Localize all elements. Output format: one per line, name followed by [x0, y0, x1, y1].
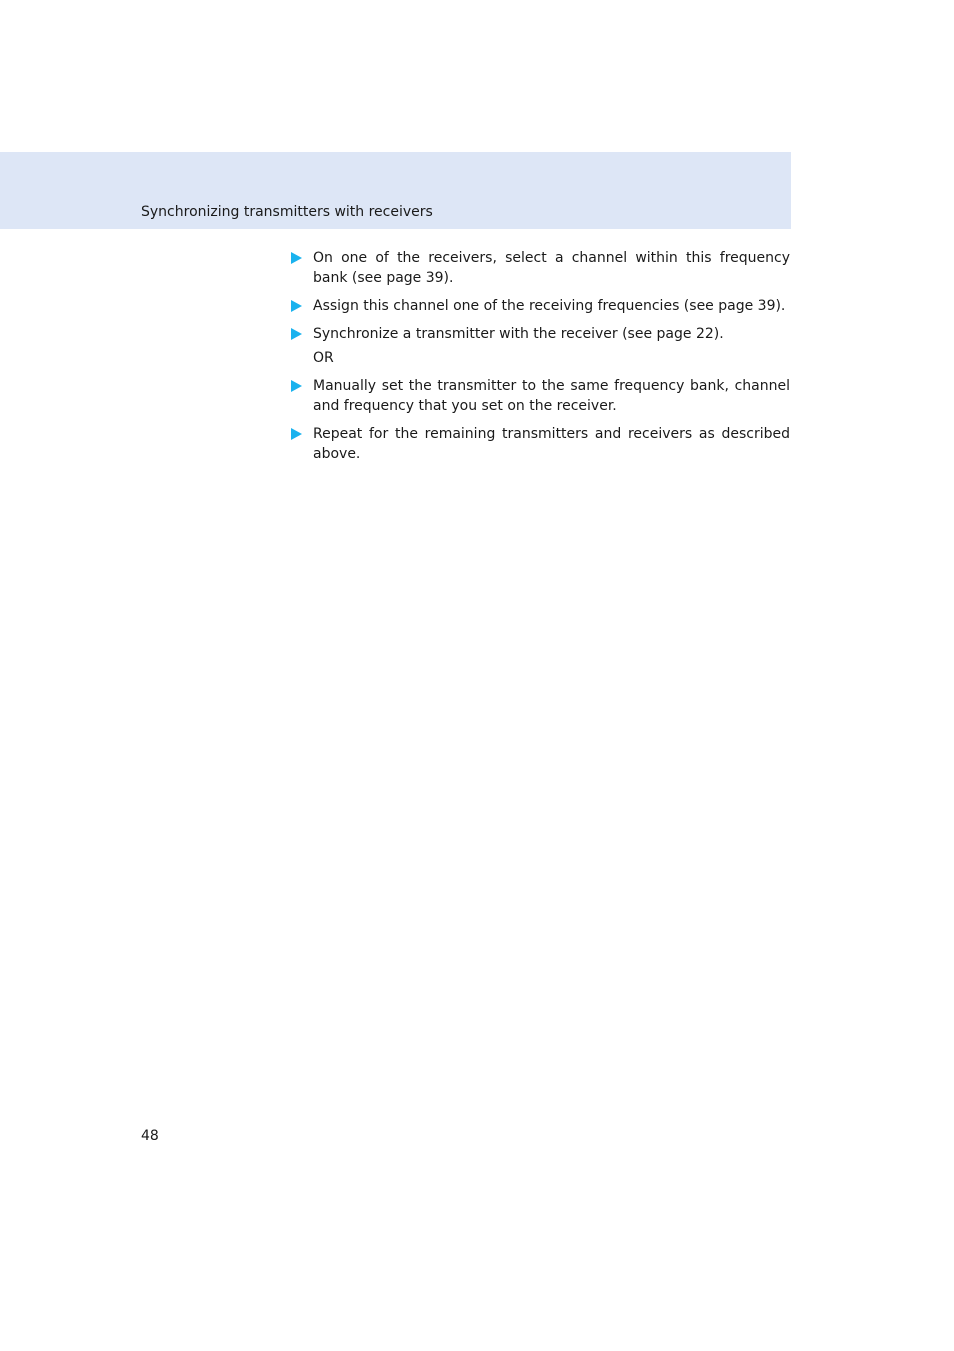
- instruction-step: [291, 324, 790, 344]
- triangle-right-icon: [291, 252, 302, 264]
- instruction-step-text: Synchronize a transmitter with the receiver (see page 22).: [313, 326, 724, 342]
- instruction-list: [291, 248, 790, 472]
- instruction-step: [291, 296, 790, 316]
- instruction-step: [291, 376, 790, 416]
- triangle-right-icon: [291, 428, 302, 440]
- triangle-right-icon: [291, 328, 302, 340]
- instruction-step: [291, 424, 790, 464]
- instruction-step-text: Assign this channel one of the receiving frequencies (see page 39).: [313, 298, 786, 314]
- triangle-right-icon: [291, 380, 302, 392]
- triangle-right-icon: [291, 300, 302, 312]
- instruction-step-text: On one of the receivers, select a channel within this frequency bank (see page 39).: [313, 250, 790, 286]
- or-separator: OR: [313, 350, 334, 366]
- page-number: 48: [141, 1128, 159, 1144]
- section-title: Synchronizing transmitters with receivers: [141, 204, 433, 220]
- instruction-step-text: Repeat for the remaining transmitters and receivers as described above.: [313, 426, 790, 462]
- instruction-step-text: Manually set the transmitter to the same frequency bank, channel and frequency that you set on the receiver.: [313, 378, 790, 414]
- instruction-step: [291, 248, 790, 288]
